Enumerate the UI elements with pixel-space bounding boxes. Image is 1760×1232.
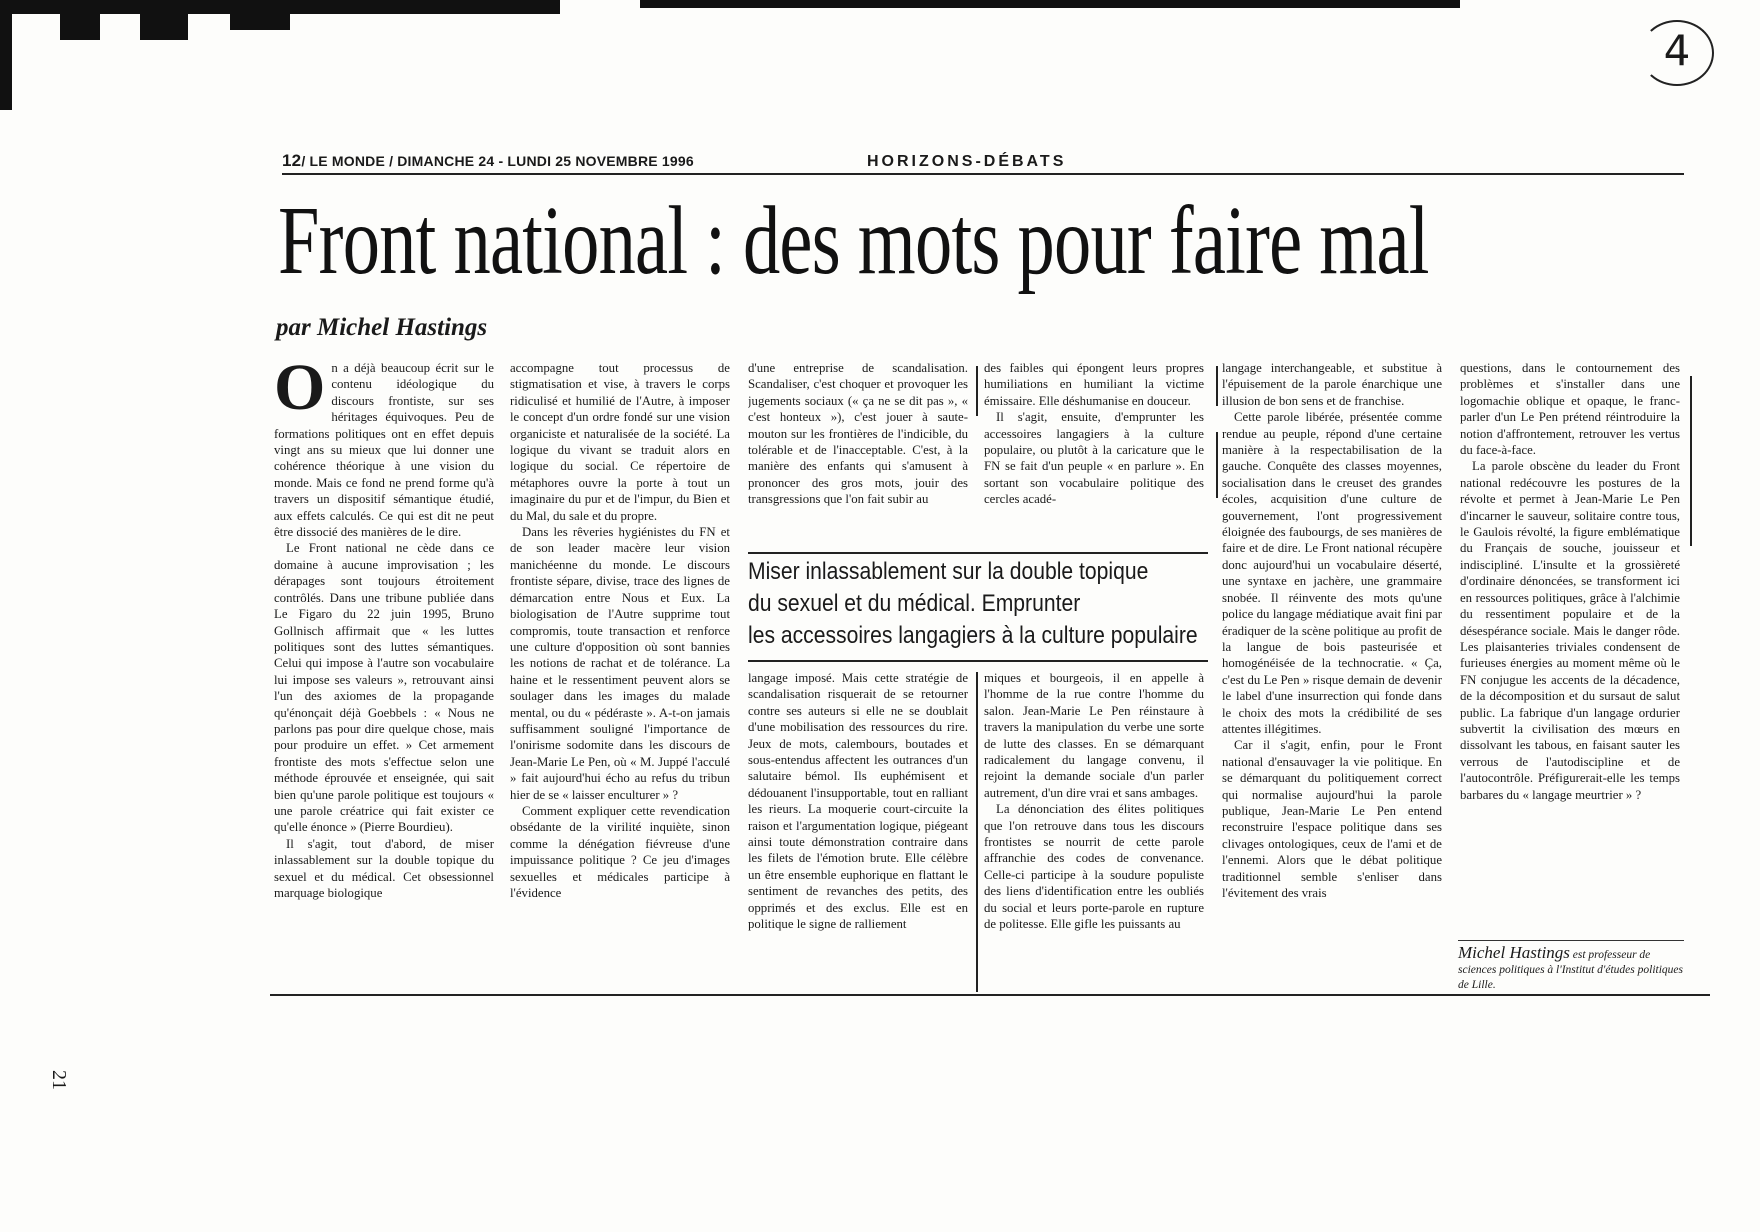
article-column-3-top [748,360,968,530]
pull-quote-line: Miser inlassablement sur la double topique [748,558,1149,585]
pull-quote [748,552,1208,662]
article-column-3-bottom [748,670,968,990]
article-column-4-top [984,360,1204,530]
pull-quote-line: les accessoires langagiers à la culture populaire [748,622,1198,649]
article-column-4-bottom [984,670,1204,990]
article-column-2 [510,360,730,990]
paragraph: Cette parole libérée, présentée comme rendue au peuple, répond d'une certaine manière à la respectabilisation de la gauche. Conquête des classes moyennes, socialisation dans le creuset des grandes écoles, acquisition d'une culture de gouvernement, l'ont progressivement éloignée des faubourgs, de ses manières de faire et de dire. Le Front national récupère donc aujourd'hui un vocabulaire déserté, une syntaxe en jachère, une grammaire snobée. Il réinvente des mots qu'une police du langage médiatique avait fini par éradiquer de la scène politique au profit de la langue de bois pasteurisée et homogénéisée de la technocratie. « Ça, c'est du Le Pen » risque demain de devenir le label d'une insurrection qui fonde dans le choix des mots la crédibilité de ses attentes illégitimes. [1222,410,1442,736]
article-column-6 [1460,360,1680,930]
paper-date: / LE MONDE / DIMANCHE 24 - LUNDI 25 NOVEMBRE 1996 [301,153,694,169]
paragraph: langage interchangeable, et substitue à l'épuisement de la parole énarchique une illusion de bon sens et de franchise. [1222,361,1442,408]
paragraph: Car il s'agit, enfin, pour le Front national d'ensauvager la vie politique. En se démarquant du politiquement correct qui normalise aujourd'hui la parole publique, Jean-Marie Le Pen entend reconstruire l'espace politique dans ses clivages ontologiques, ceux de l'ami et de l'ennemi. Alors que le débat politique traditionnel semble s'enliser dans l'évitement des vrais [1222,738,1442,900]
article-byline: par Michel Hastings [276,314,488,341]
page-number: 12 [282,151,302,170]
scan-artifact [60,10,100,40]
paragraph: accompagne tout processus de stigmatisation et vise, à travers le corps ridiculisé et humilié de l'Autre, à imposer le concept d'un ordre fondé sur une vision organiciste et naturalisée de la société. La logique du vivant se traduit alors en logique du social. Ce répertoire de métaphores ouvre la porte à tout un imaginaire du pur et de l'impur, du Bien et du Mal, du sale et du propre. [510,361,730,523]
paragraph: questions, dans le contournement des problèmes et s'installer dans une logomachie oblique et opaque, le franc-parler d'un Le Pen prétend réintroduire la notion d'affrontement, retrouver les vertus du face-à-face. [1460,361,1680,458]
paragraph: Comment expliquer cette revendication obsédante de la virilité inquiète, sinon comme la dénégation fiévreuse d'une impuissance politique ? Ce jeu d'images sexuelles et médicales participe à l'évidence [510,803,730,900]
paragraph: La parole obscène du leader du Front national redécouvre les postures de la révolte et permet à Jean-Marie Le Pen d'incarner le sauveur, solitaire contre tous, le Gaulois révolté, la figure emblématique du Français de souche, jouisseur et indiscipliné. L'insulte et la grossièreté d'ordinaire dénoncées, se transforment ici en ressources politiques, grâce à l'alchimie du ressentiment populaire et de la désespérance sociale. Mais le danger rôde. Les plaisanteries triviales condensent de furieuses énergies au moment même où le FN conjugue les accents de la décadence, de la décomposition et du sursaut de salut public. La fabrique d'un langage ordurier subvertit la civilisation des mœurs en dissolvant les tabous, en faisant sauter les verrous de l'autodiscipline et de l'autocontrôle. Préfigurerait-elle les temps barbares du « langage meurtrier » ? [1460,459,1680,802]
scan-artifact [0,0,12,110]
article-column-5 [1222,360,1442,990]
paragraph: miques et bourgeois, il en appelle à l'homme de la rue contre l'homme du salon. Jean-Marie Le Pen réinstaure à travers la manipulation du verbe une sorte de lutte des classes. En se démarquant radicalement du langage convenu, il rejoint la demande sociale d'un parler autrement, d'un dire vrai et sans ambages. [984,671,1204,800]
drop-cap: O [274,360,326,424]
paragraph: Dans les rêveries hygiénistes du FN et de son leader macère leur vision manichéenne du monde. Le discours frontiste sépare, divise, trace des lignes de démarcation entre Nous et Eux. La biologisation de l'Autre supprime tout compromis, toute transaction et renforce une culture d'opposition où sont bannies les notions de rachat et de tolérance. La haine et le ressentiment peuvent alors se soulager dans les images du malade mental, ou du « pédéraste ». A-t-on jamais suffisamment souligné l'importance de l'onirisme sodomite dans les discours de Jean-Marie Le Pen, où « M. Juppé l'acculé » fait aujourd'hui écho au refus du tribun hier de se « laisser enculturer » ? [510,525,730,802]
paragraph: Il s'agit, ensuite, d'emprunter les accessoires langagiers à la culture populaire, ou plutôt à la caricature que le FN se fait d'un peuple « en parlure ». En sortant son vocabulaire politique des cercles acadé- [984,410,1204,507]
handwritten-bracket [970,366,978,416]
paragraph: Le Front national ne cède dans ce domaine à aucune improvisation ; les dérapages sont toujours étroitement contrôlés. Dans une tribune publiée dans Le Figaro du 22 juin 1995, Bruno Gollnisch affirmait que « les luttes politiques sont des luttes sémantiques. Celui qui impose à l'autre son vocabulaire lui impose ses valeurs », retrouvant ainsi l'un des axiomes de la propagande qu'énonçait déjà Goebbels : « Nous ne parlons pas pour dire quelque chose, mais pour produire un effet. » Cet armement frontiste des mots s'effectue selon une méthode éprouvée et enseignée, qui sait bien qu'une parole politique est toujours « une parole créatrice qui fait exister ce qu'elle énonce » (Pierre Bourdieu). [274,541,494,835]
paragraph: Il s'agit, tout d'abord, de miser inlassablement sur la double topique du sexuel et du médical. Cet obsessionnel marquage biologique [274,836,494,900]
article-column-1 [274,360,494,990]
signature-bio: est professeur de sciences politiques à l'Institut d'études politiques de Lille. [1458,949,1683,991]
paragraph: des faibles qui épongent leurs propres humiliations en humiliant la victime émissaire. Elle déshumanise en douceur. [984,361,1204,408]
section-title: HORIZONS-DÉBATS [867,153,1067,170]
paragraph: d'une entreprise de scandalisation. Scandaliser, c'est choquer et provoquer les jugements sociaux (« ça ne se dit pas », « c'est honteux »), c'est jouer à saute-mouton sur les frontières de l'indicible, du tolérable et de l'inacceptable. C'est, à la manière des enfants qui s'amusent à prononcer des gros mots, jouir des transgressions que l'on fait subir au [748,361,968,507]
author-signature [1458,940,1684,993]
scan-artifact [640,0,1460,8]
handwritten-bracket [1210,366,1218,406]
handwritten-bracket [970,672,978,992]
handwritten-circled-number: 4 [1640,20,1714,86]
bottom-rule [270,994,1710,996]
handwritten-bracket [1684,376,1692,546]
scan-artifact [230,4,290,30]
pull-quote-line: du sexuel et du médical. Emprunter [748,590,1081,617]
signature-name: Michel Hastings [1458,943,1570,962]
scan-artifact [140,6,188,40]
paragraph: langage imposé. Mais cette stratégie de scandalisation risquerait de se retourner contre ses auteurs si elle ne se doublait d'une mobilisation des ressources du rire. Jeux de mots, calembours, boutades et sous-entendus affectent les outrances d'un salutaire bémol. Ils euphémisent et dédouanent l'insupportable, tout en ralliant les rieurs. La moquerie court-circuite la raison et l'argumentation logique, piégeant ainsi toute démonstration contraire dans les filets de l'émotion brute. Elle célèbre un être ensemble euphorique en flattant le sentiment de revanches des petits, des opprimés et des exclus. Elle est en politique le signe de ralliement [748,671,968,932]
handwritten-bracket [1210,432,1218,498]
page-header [282,151,1684,175]
paragraph: La dénonciation des élites politiques que l'on retrouve dans tous les discours frontistes se nourrit de cette parole affranchie des codes de convenance. Celle-ci participe à la soudure populiste des liens d'identification entre les oubliés du social et leurs porte-parole en rupture de politesse. Elle gifle les puissants au [984,802,1204,932]
side-page-number: 21 [48,1070,70,1090]
paragraph: On a déjà beaucoup écrit sur le contenu idéologique du discours frontiste, sur ses héritages équivoques. Peu de formations politiques ont en effet depuis vingt ans su mieux que lui donner une cohérence théorique à une vision du monde. Mais ce fond ne prend forme qu'à travers un dispositif sémantique étudié, aux effets calculés. Ce qui est dit ne peut être dissocié des manières de le dire. [274,360,494,540]
page-folio [282,151,694,171]
article-headline: Front national : des mots pour faire mal [278,187,1429,295]
